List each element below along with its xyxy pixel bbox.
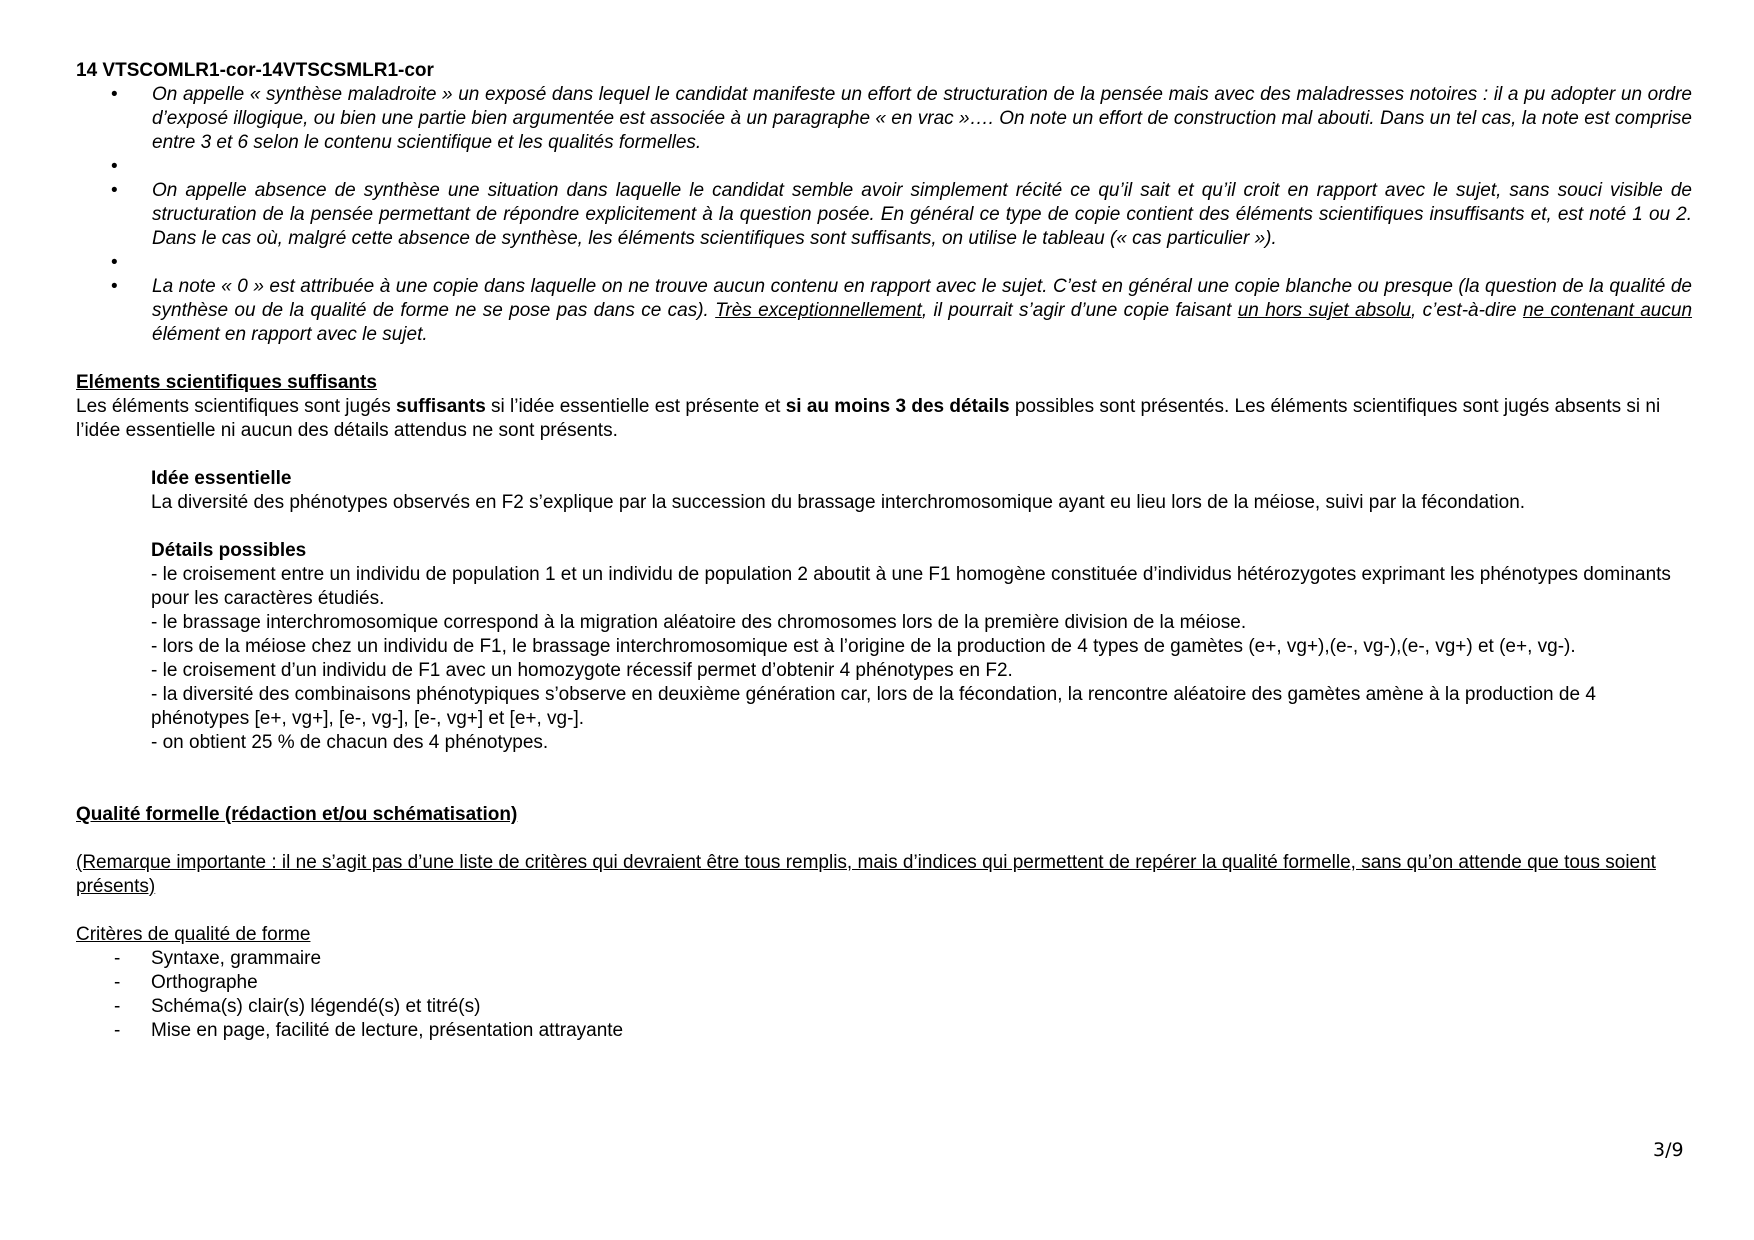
list-item [76, 275, 1692, 347]
spacer [76, 347, 1692, 371]
text: Les éléments scientifiques sont jugés [76, 396, 397, 417]
bullet-text: La note « 0 » est attribuée à une copie dans laquelle on ne trouve aucun contenu en rapport avec le sujet. C’est en général une copie blanche ou presque (la question de la qualité de synthèse ou de la qualité de forme ne se pose pas dans ce cas). [152, 276, 1692, 321]
idee-title: Idée essentielle [151, 468, 292, 489]
document-id: 14 VTSCOMLR1-cor-14VTSCSMLR1-cor [76, 60, 434, 81]
text: si l’idée essentielle est présente et [485, 396, 786, 417]
details-title: Détails possibles [151, 540, 307, 561]
bullet-text: , il pourrait s’agir d’une copie faisant [921, 300, 1238, 321]
detail-line: - le croisement d’un individu de F1 avec un homozygote récessif permet d’obtenir 4 phénotypes en F2. [151, 660, 1013, 681]
detail-line: - lors de la méiose chez un individu de F1, le brassage interchromosomique est à l’origine de la production de 4 types de gamètes (e+, vg+),(e-, vg-),(e-, vg+) et (e+, vg-). [151, 636, 1576, 657]
idee-text: La diversité des phénotypes observés en F2 s’explique par la succession du brassage interchromosomique ayant eu lieu lors de la méiose, suivi par la fécondation. [151, 492, 1526, 513]
criteres-list [76, 947, 1692, 1043]
detail-line: - le brassage interchromosomique correspond à la migration aléatoire des chromosomes lors de la première division de la méiose. [151, 612, 1247, 633]
spacer [76, 827, 1692, 851]
spacer [76, 755, 1692, 779]
underlined-text: ne contenant aucun [1522, 300, 1693, 321]
detail-line: - le croisement entre un individu de population 1 et un individu de population 2 aboutit à une F1 homogène constituée d’individus hétérozygotes exprimant les phénotypes dominants pour les caractères étudiés. [151, 564, 1671, 609]
detail-line: - on obtient 25 % de chacun des 4 phénotypes. [151, 732, 549, 753]
page-number: 3/9 [1653, 1139, 1684, 1161]
spacer [76, 899, 1692, 923]
bullet-text: élément en rapport avec le sujet. [152, 324, 428, 345]
list-item: - Syntaxe, grammaire [76, 947, 1692, 971]
document-page [76, 59, 1692, 1043]
bold-text: si au moins 3 des détails [785, 396, 1010, 417]
detail-line: - la diversité des combinaisons phénotypiques s’observe en deuxième génération car, lors de la fécondation, la rencontre aléatoire des gamètes amène à la production de 4 phénotypes [e+, vg+], [e-, vg-], [e-, vg+] et [e+, vg-]. [151, 684, 1596, 729]
list-item: - Mise en page, facilité de lecture, présentation attrayante [76, 1019, 1692, 1043]
section-heading-elements: Eléments scientifiques suffisants [76, 372, 377, 393]
section-heading-qualite: Qualité formelle (rédaction et/ou schématisation) [76, 804, 518, 825]
spacer [151, 515, 1692, 539]
spacer [76, 443, 1692, 467]
list-item [76, 83, 1692, 155]
grading-notes-list [76, 83, 1692, 347]
spacer [76, 155, 1692, 179]
list-item [76, 179, 1692, 251]
spacer [76, 779, 1692, 803]
underlined-text: Très exceptionnellement [715, 300, 922, 321]
bullet-text: On appelle « synthèse maladroite » un exposé dans lequel le candidat manifeste un effort de structuration de la pensée mais avec des maladresses notoires : il a pu adopter un ordre d’exposé illogique, ou bien une partie bien argumentée est associée à un paragraphe « en vrac »…. On note un effort de construction mal abouti. Dans un tel cas, la note est comprise entre 3 et 6 selon le contenu scientifique et les qualités formelles. [152, 84, 1692, 153]
list-item: - Schéma(s) clair(s) légendé(s) et titré(s) [76, 995, 1692, 1019]
text: possibles sont présentés. Les éléments scientifiques sont jugés absents si ni l’idée essentielle ni aucun des détails attendus ne sont présents. [76, 396, 1661, 441]
elements-paragraph [76, 395, 1692, 443]
spacer [76, 251, 1692, 275]
bullet-text: On appelle absence de synthèse une situation dans laquelle le candidat semble avoir simplement récité ce qu’il sait et qu’il croit en rapport avec le sujet, sans souci visible de structuration de la pensée permettant de répondre explicitement à la question posée. En général ce type de copie contient des éléments scientifiques insuffisants et, est noté 1 ou 2. Dans le cas où, malgré cette absence de synthèse, les éléments scientifiques sont suffisants, on utilise le tableau (« cas particulier »). [152, 180, 1692, 249]
underlined-text: un hors sujet absolu [1237, 300, 1411, 321]
idee-essentielle-block [76, 467, 1692, 755]
bullet-text: , c’est-à-dire [1411, 300, 1523, 321]
criteres-title: Critères de qualité de forme [76, 924, 311, 945]
remarque-text: (Remarque importante : il ne s’agit pas d’une liste de critères qui devraient être tous remplis, mais d’indices qui permettent de repérer la qualité formelle, sans qu’on attende que tous soient présents) [76, 852, 1656, 897]
bold-text: suffisants [396, 396, 486, 417]
list-item: - Orthographe [76, 971, 1692, 995]
